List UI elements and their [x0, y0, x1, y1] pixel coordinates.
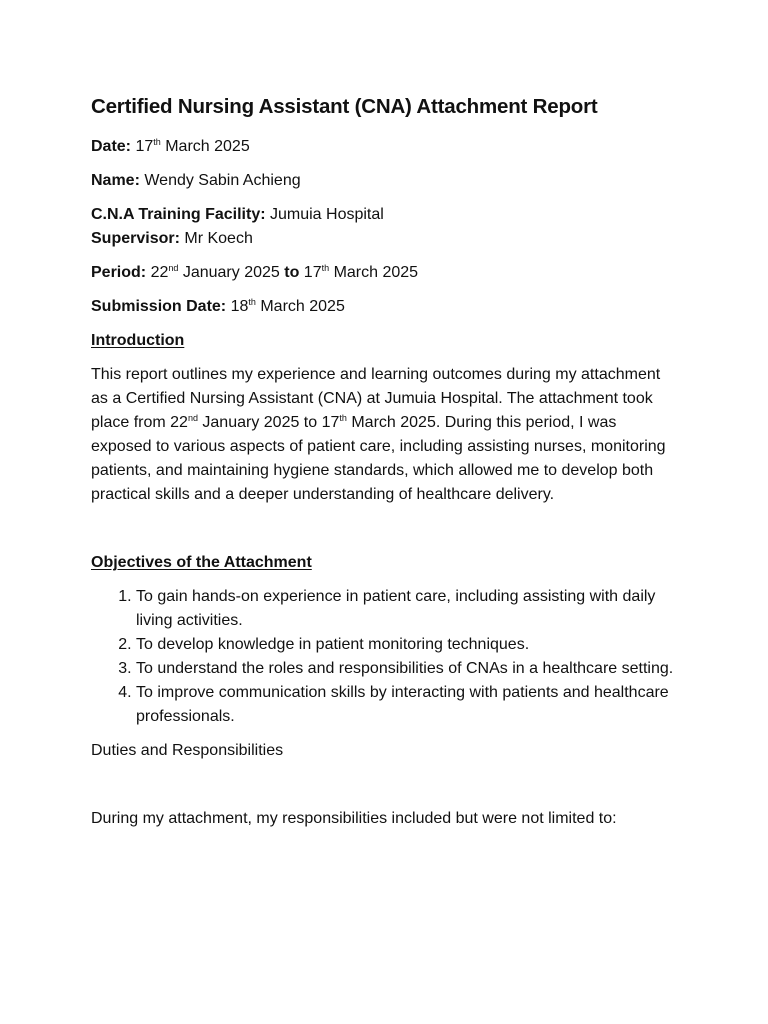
period-end-day: 17 — [299, 264, 322, 281]
facility-field — [91, 203, 678, 227]
submission-date-field — [91, 295, 678, 319]
introduction-paragraph — [91, 363, 678, 507]
date-field — [91, 135, 678, 159]
duties-heading: Duties and Responsibilities — [91, 742, 284, 759]
submission-day-suffix: th — [248, 297, 256, 307]
introduction-heading: Introduction — [91, 332, 185, 349]
supervisor-value: Mr Koech — [179, 230, 253, 247]
objectives-heading: Objectives of the Attachment — [91, 554, 312, 571]
objectives-list — [91, 585, 678, 729]
submission-date-label: Submission Date: — [91, 298, 227, 315]
intro-sup-1: nd — [187, 413, 198, 423]
period-end-suffix: th — [321, 263, 330, 273]
intro-text-3: March 2025. During this period, I was exposed to various aspects of patient care, including assisting nurses, monitoring patients, and maintaining hygiene standards, which allowed me to develop both practical skills and a deeper understanding of healthcare delivery. — [91, 414, 666, 503]
objective-item: 2. To develop knowledge in patient monitoring techniques. — [136, 633, 678, 657]
period-start-rest: January 2025 — [178, 264, 285, 281]
supervisor-label: Supervisor: — [91, 230, 180, 247]
objective-item: 3. To understand the roles and responsibilities of CNAs in a healthcare setting. — [136, 657, 678, 681]
period-field — [91, 261, 678, 285]
period-label: Period: — [91, 264, 147, 281]
submission-rest: March 2025 — [255, 298, 345, 315]
date-label: Date: — [91, 138, 132, 155]
facility-label: C.N.A Training Facility: — [91, 206, 266, 223]
name-value: Wendy Sabin Achieng — [139, 172, 301, 189]
facility-value: Jumuia Hospital — [265, 206, 384, 223]
name-label: Name: — [91, 172, 140, 189]
period-to-word: to — [284, 264, 300, 281]
period-end-rest: March 2025 — [329, 264, 419, 281]
date-day-suffix: th — [153, 137, 161, 147]
submission-day: 18 — [226, 298, 249, 315]
date-day: 17 — [135, 138, 154, 155]
intro-sup-2: th — [339, 413, 347, 423]
objective-item: 4. To improve communication skills by interacting with patients and healthcare professionals. — [136, 681, 678, 729]
period-start-day: 22 — [146, 264, 169, 281]
intro-text-1: This report outlines my experience and learning outcomes during my attachment as a Certified Nursing Assistant (CNA) at Jumuia Hospital. The attachment took place from 22 — [91, 366, 661, 431]
intro-text-2: January 2025 to 17 — [197, 414, 340, 431]
period-start-suffix: nd — [168, 263, 179, 273]
supervisor-field — [91, 227, 678, 251]
name-field — [91, 169, 678, 193]
duties-intro: During my attachment, my responsibilities included but were not limited to: — [91, 810, 617, 827]
objective-item: 1. To gain hands-on experience in patient care, including assisting with daily living activities. — [136, 585, 678, 633]
report-title: Certified Nursing Assistant (CNA) Attachment Report — [91, 95, 598, 118]
date-rest: March 2025 — [160, 138, 250, 155]
